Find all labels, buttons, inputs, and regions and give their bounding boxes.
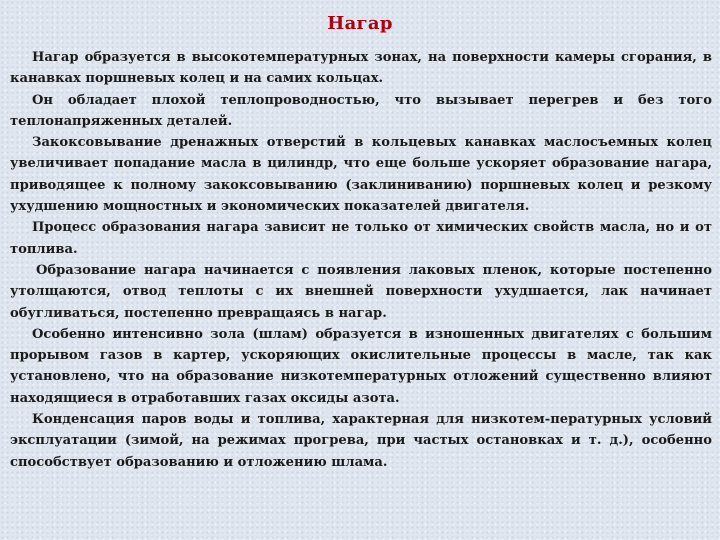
slide-title: Нагар — [327, 13, 393, 34]
paragraph: Процесс образования нагара зависит не только от химических свойств масла, но и от топлива. — [10, 220, 712, 257]
paragraph: Закоксовывание дренажных отверстий в кольцевых канавках маслосъемных колец увеличивает попадание масла в цилиндр, что еще больше ускоряет образование нагара, приводящее к полному закоксовыванию (заклиниванию) поршневых колец и резкому ухудшению мощностных и экономических показателей двигателя. — [10, 135, 712, 215]
paragraph: Особенно интенсивно зола (шлам) образуется в изношенных двигателях с большим прорывом газов в картер, ускоряющих окислительные процессы в масле, так как установлено, что на образование низкотемпературных отложений существенно влияют находящиеся в отработавших газах оксиды азота. — [10, 326, 712, 406]
paragraph: Он обладает плохой теплопроводностью, что вызывает перегрев и без того теплонапряженных деталей. — [10, 92, 712, 129]
paragraph: Образование нагара начинается с появления лаковых пленок, которые постепенно утолщаются, отвод теплоты с их внешней поверхности ухудшается, лак начинает обугливаться, постепенно превращаясь в нагар. — [10, 262, 712, 321]
paragraph: Конденсация паров воды и топлива, характерная для низкотем-пературных условий эксплуатации (зимой, на режимах прогрева, при частых остановках и т. д.), особенно способствует образованию и отложению шлама. — [10, 412, 712, 470]
slide-body — [10, 47, 712, 473]
paragraph: Нагар образуется в высокотемпературных зонах, на поверхности камеры сгорания, в канавках поршневых колец и на самих кольцах. — [10, 50, 712, 87]
